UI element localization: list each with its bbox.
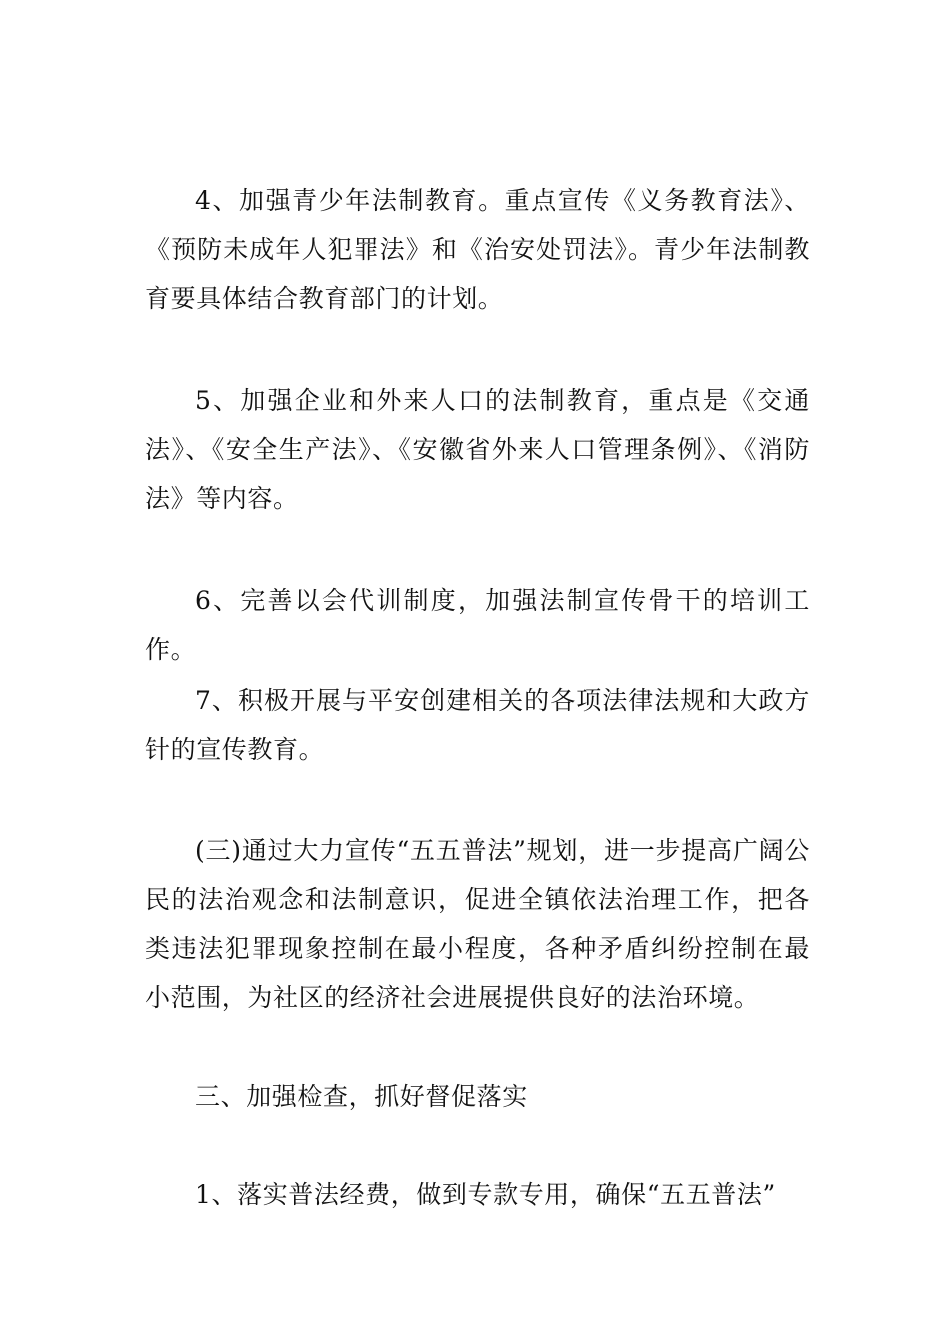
paragraph-training-system: 6、完善以会代训制度，加强法制宣传骨干的培训工作。 [145, 586, 810, 664]
paragraph-enterprise-migrant-education: 5、加强企业和外来人口的法制教育，重点是《交通法》、《安全生产法》、《安徽省外来人口管理条例》、《消防法》等内容。 [145, 386, 810, 513]
paragraph-funding: 1、落实普法经费，做到专款专用，确保“五五普法” [195, 1180, 776, 1209]
paragraph-safety-publicity: 7、积极开展与平安创建相关的各项法律法规和大政方针的宣传教育。 [145, 686, 810, 764]
section-heading-inspection: 三、加强检查，抓好督促落实 [195, 1082, 528, 1111]
paragraph-youth-legal-education: 4、加强青少年法制教育。重点宣传《义务教育法》、《预防未成年人犯罪法》和《治安处罚法》。青少年法制教育要具体结合教育部门的计划。 [145, 186, 810, 313]
paragraph-five-five-plan: (三)通过大力宣传“五五普法”规划，进一步提高广阔公民的法治观念和法制意识，促进全镇依法治理工作，把各类违法犯罪现象控制在最小程度，各种矛盾纠纷控制在最小范围，为社区的经济社会进展提供良好的法治环境。 [145, 836, 810, 1012]
